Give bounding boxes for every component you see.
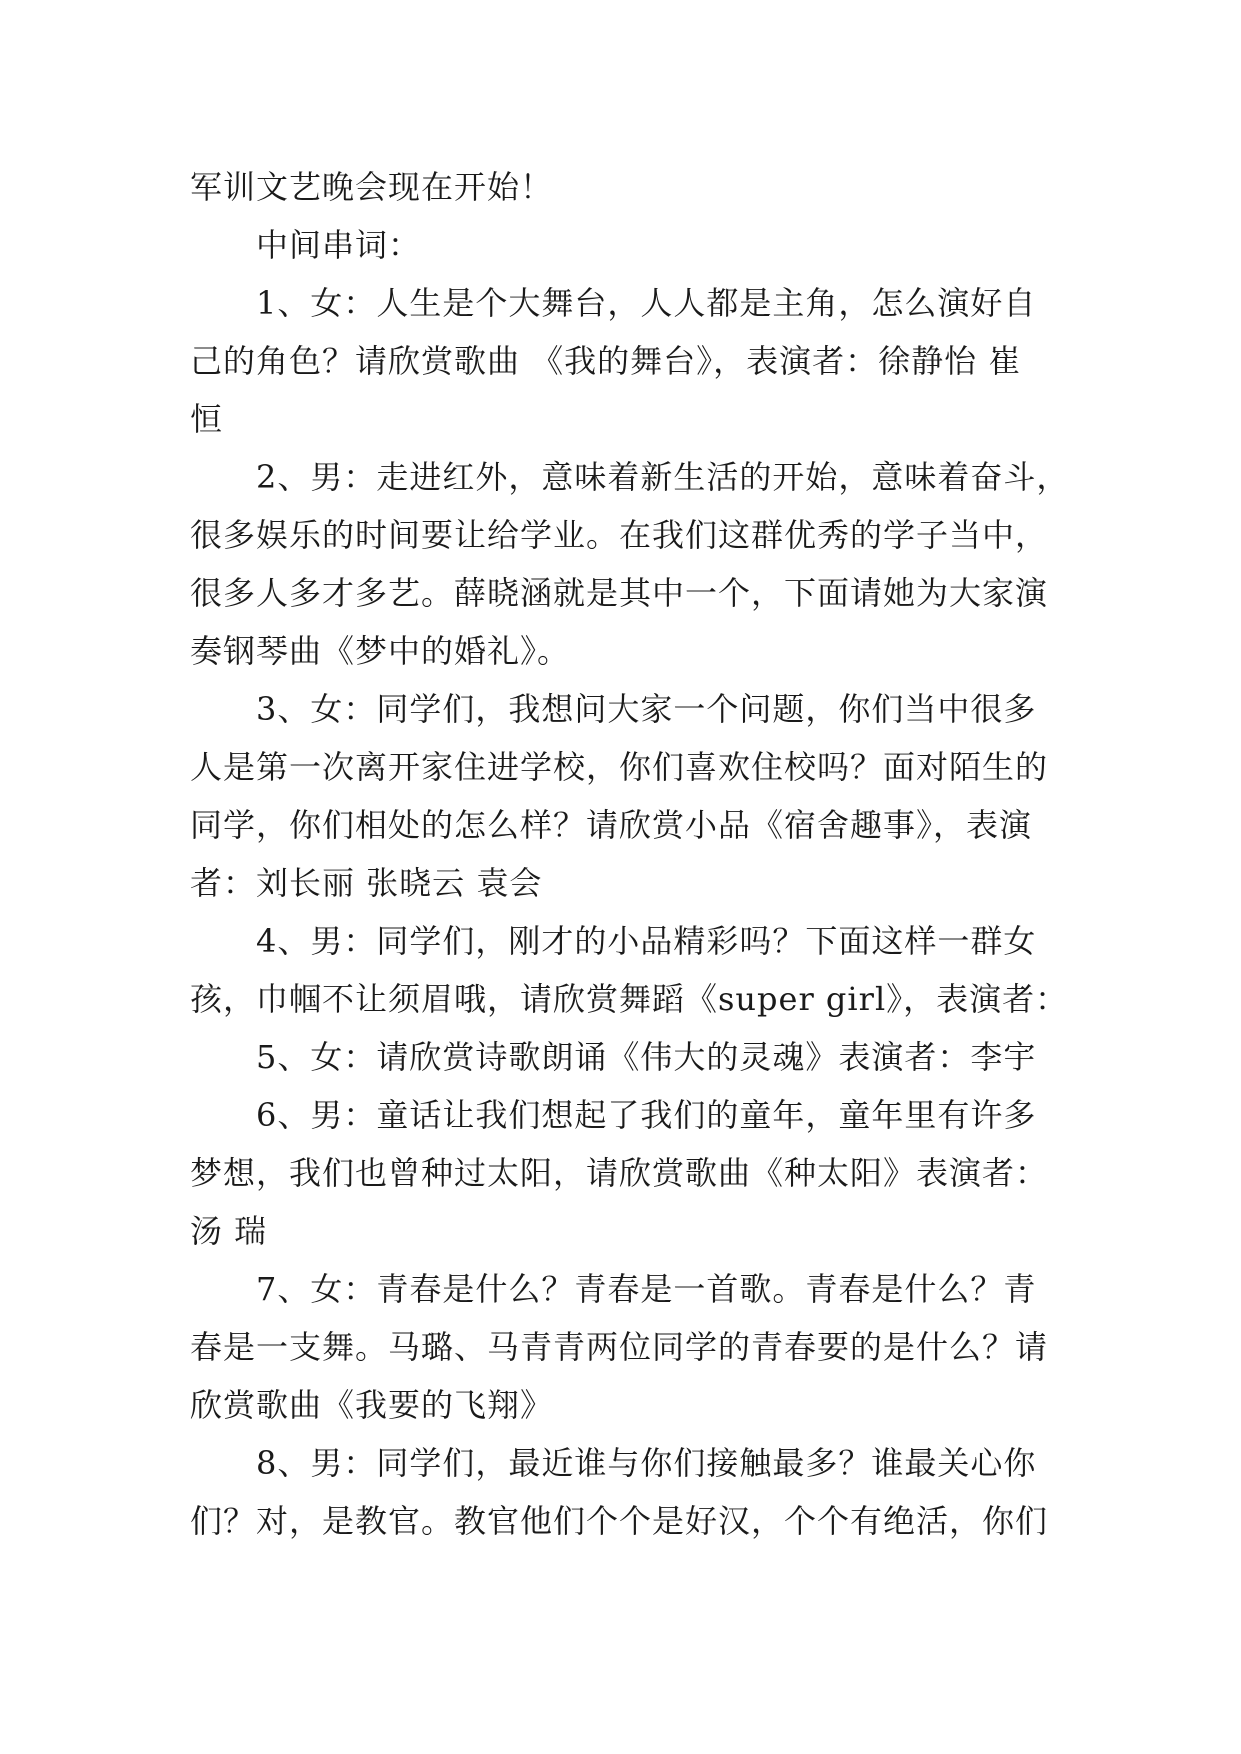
text-line: 们？对，是教官。教官他们个个是好汉，个个有绝活，你们	[190, 1502, 1049, 1540]
text-line: 7、女：青春是什么？青春是一首歌。青春是什么？青	[190, 1270, 1037, 1308]
text-line: 军训文艺晚会现在开始！	[190, 168, 554, 206]
text-line: 8、男：同学们，最近谁与你们接触最多？谁最关心你	[190, 1444, 1037, 1482]
text-line: 己的角色？请欣赏歌曲 《我的舞台》，表演者：徐静怡 崔	[190, 342, 1022, 380]
text-line: 者：刘长丽 张晓云 袁会	[190, 864, 543, 902]
text-line: 春是一支舞。马璐、马青青两位同学的青春要的是什么？请	[190, 1328, 1049, 1366]
text-line: 欣赏歌曲《我要的飞翔》	[190, 1386, 554, 1424]
text-line: 孩，巾帼不让须眉哦，请欣赏舞蹈《super girl》，表演者：	[190, 980, 1069, 1018]
text-line: 很多娱乐的时间要让给学业。在我们这群优秀的学子当中，	[190, 516, 1049, 554]
text-line: 很多人多才多艺。薛晓涵就是其中一个，下面请她为大家演	[190, 574, 1049, 612]
text-line: 5、女：请欣赏诗歌朗诵《伟大的灵魂》表演者：李宇	[190, 1038, 1037, 1076]
text-line: 汤 瑞	[190, 1212, 268, 1250]
text-line: 奏钢琴曲《梦中的婚礼》。	[190, 632, 571, 670]
text-line: 人是第一次离开家住进学校，你们喜欢住校吗？面对陌生的	[190, 748, 1049, 786]
text-line: 同学，你们相处的怎么样？请欣赏小品《宿舍趣事》，表演	[190, 806, 1033, 844]
text-line: 6、男：童话让我们想起了我们的童年，童年里有许多	[190, 1096, 1037, 1134]
text-line: 2、男：走进红外，意味着新生活的开始，意味着奋斗，	[190, 458, 1070, 496]
text-line: 梦想，我们也曾种过太阳，请欣赏歌曲《种太阳》表演者：	[190, 1154, 1049, 1192]
text-line: 中间串词：	[190, 226, 422, 264]
text-line: 1、女：人生是个大舞台，人人都是主角，怎么演好自	[190, 284, 1037, 322]
document-body	[190, 158, 1070, 1550]
text-line: 恒	[190, 400, 224, 438]
text-line: 3、女：同学们，我想问大家一个问题，你们当中很多	[190, 690, 1037, 728]
text-line: 4、男：同学们，刚才的小品精彩吗？下面这样一群女	[190, 922, 1037, 960]
